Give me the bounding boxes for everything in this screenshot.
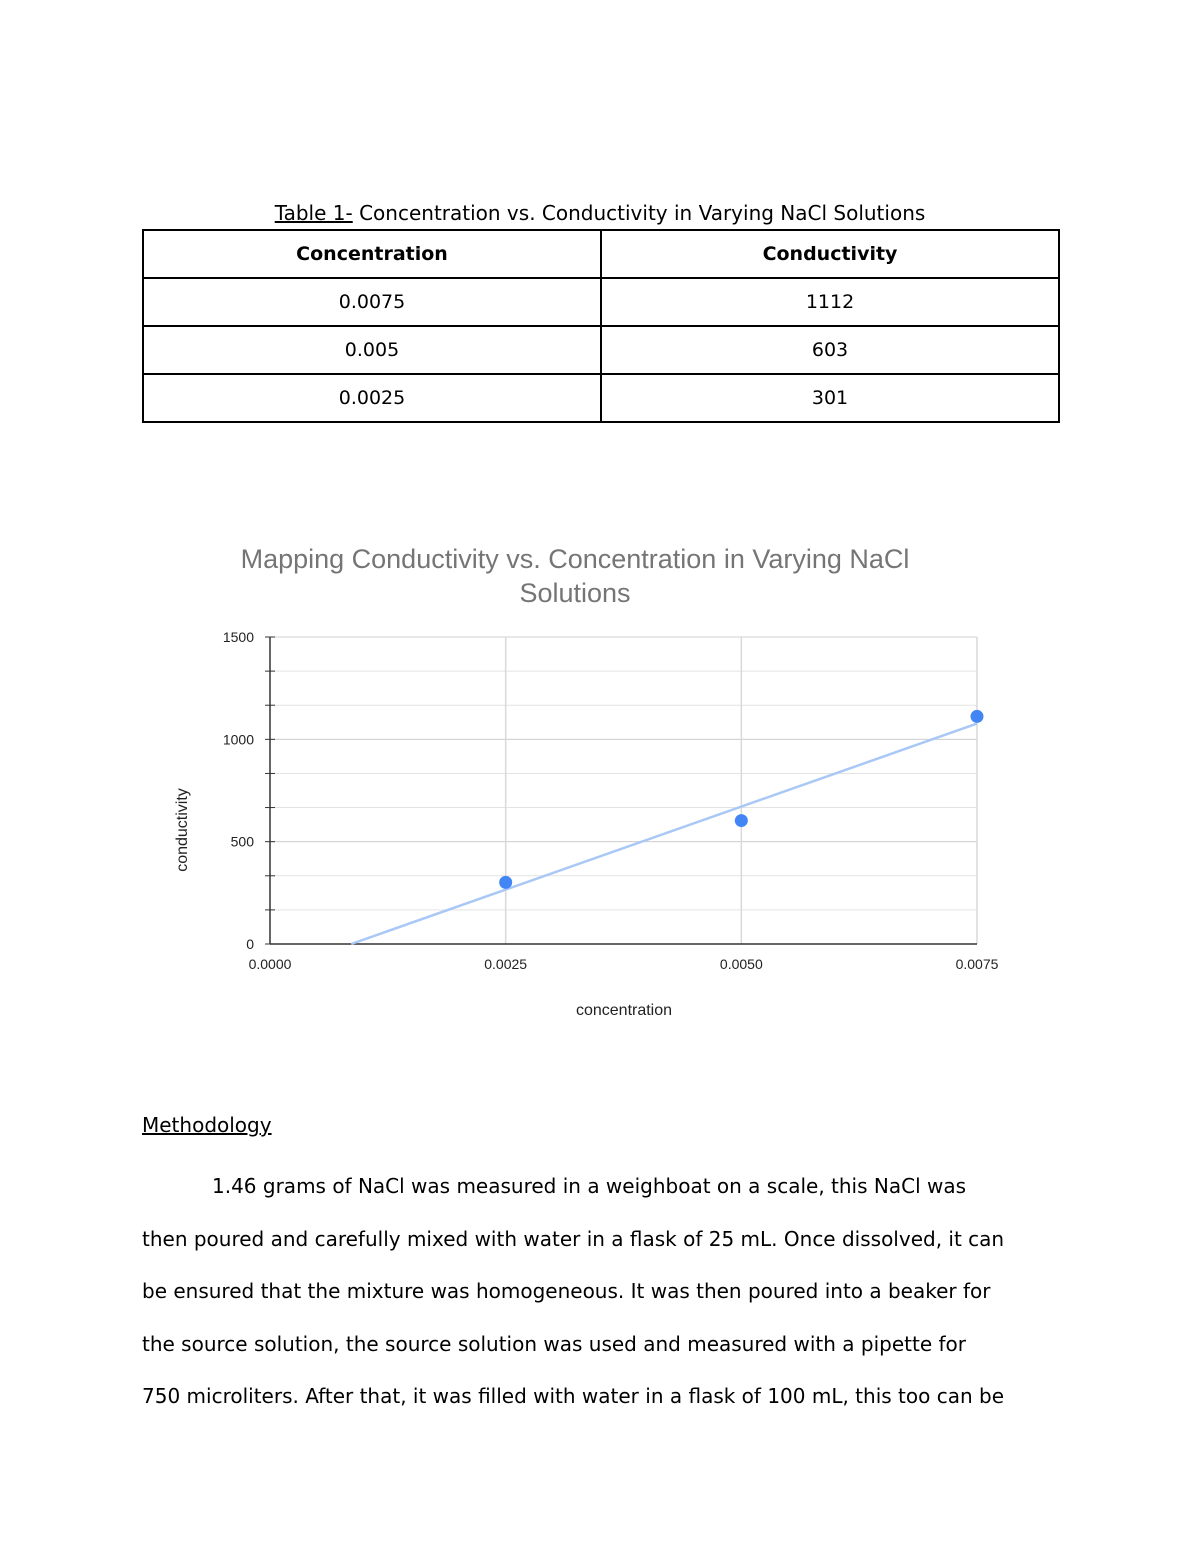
x-tick-label: 0.0075: [955, 956, 999, 972]
y-tick-label: 0: [246, 936, 254, 952]
y-tick-label: 500: [230, 833, 254, 850]
methodology-heading: Methodology: [142, 1113, 272, 1137]
table-caption: [0, 198, 1200, 228]
table-caption-text: Concentration vs. Conductivity in Varying NaCl Solutions: [352, 201, 926, 225]
table-header-row: [143, 230, 1059, 278]
table-row: [143, 326, 1059, 374]
data-point: [971, 710, 984, 723]
paragraph-line: then poured and carefully mixed with water in a flask of 25 mL. Once dissolved, it can: [142, 1226, 1005, 1251]
table-cell: 0.0025: [143, 374, 601, 422]
x-tick-label: 0.0025: [484, 956, 528, 972]
table-cell: 0.0075: [143, 278, 601, 326]
column-header-conductivity: Conductivity: [601, 230, 1059, 278]
chart-title-line-1: Mapping Conductivity vs. Concentration in Varying NaCl: [240, 544, 910, 574]
table-cell: 0.005: [143, 326, 601, 374]
data-point: [735, 814, 748, 827]
y-tick-label: 1500: [222, 629, 254, 645]
column-header-concentration: Concentration: [143, 230, 601, 278]
chart-axes: [265, 637, 977, 944]
x-axis-label: concentration: [575, 1002, 673, 1019]
paragraph-line: 1.46 grams of NaCl was measured in a weighboat on a scale, this NaCl was: [212, 1174, 967, 1198]
data-table: [142, 229, 1060, 423]
data-point: [499, 876, 512, 889]
x-tick-labels: [249, 956, 999, 972]
x-tick-label: 0.0000: [248, 956, 292, 972]
y-tick-label: 1000: [222, 731, 254, 748]
paragraph-line: be ensured that the mixture was homogeneous. It was then poured into a beaker for: [142, 1279, 991, 1303]
table-caption-label: Table 1-: [274, 201, 353, 225]
scatter-chart: [0, 530, 1200, 1040]
table-cell: 1112: [601, 278, 1059, 326]
table-row: [143, 374, 1059, 422]
methodology-paragraph: [142, 1160, 1072, 1423]
chart-title-line-2: Solutions: [519, 578, 631, 608]
table-cell: 301: [601, 374, 1059, 422]
table-row: [143, 278, 1059, 326]
chart-grid: [270, 637, 977, 944]
paragraph-line: 750 microliters. After that, it was filled with water in a flask of 100 mL, this too can be: [142, 1384, 1004, 1408]
table-cell: 603: [601, 326, 1059, 374]
x-tick-label: 0.0050: [719, 956, 763, 972]
y-tick-labels: [223, 629, 254, 952]
paragraph-line: the source solution, the source solution was used and measured with a pipette for: [142, 1331, 966, 1356]
y-axis-label: conductivity: [174, 788, 191, 872]
trendline: [351, 724, 977, 944]
